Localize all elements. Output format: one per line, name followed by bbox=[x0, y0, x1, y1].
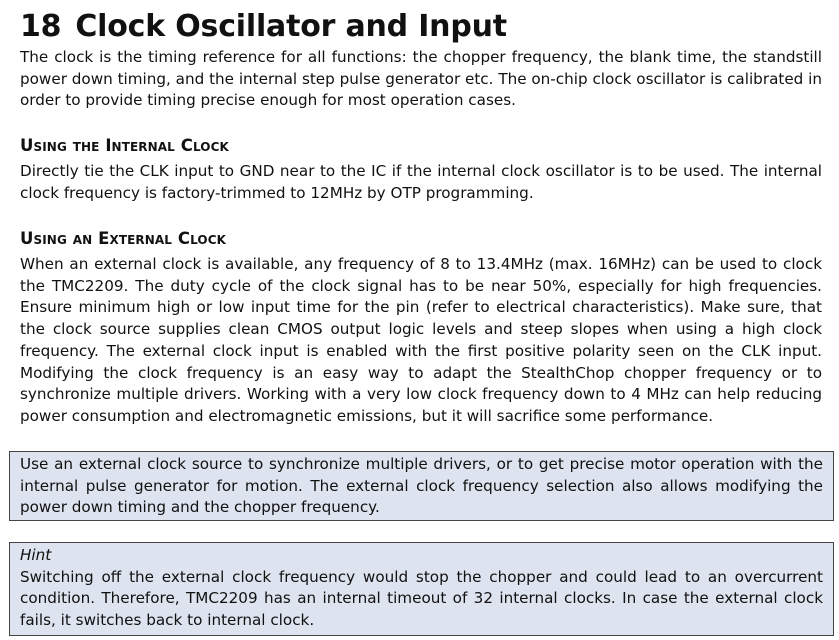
hint-box-text: Switching off the external clock frequency would stop the chopper and could lead to an overcurrent condition. Therefore, TMC2209 has an internal timeout of 32 internal clocks. In case the external clock fails, it switches back to internal clock. bbox=[20, 567, 823, 630]
hint-box bbox=[9, 542, 834, 636]
external-clock-paragraph: When an external clock is available, any frequency of 8 to 13.4MHz (max. 16MHz) can be used to clock the TMC2209. The duty cycle of the clock signal has to be near 50%, especially for high frequencies. Ensure minimum high or low input time for the pin (refer to electrical characteristics). Make sure, that the clock source supplies clean CMOS output logic levels and steep slopes when using a high clock frequency. The external clock input is enabled with the first positive polarity seen on the CLK input. Modifying the clock frequency is an easy way to adapt the StealthChop chopper frequency or to synchronize multiple drivers. Working with a very low clock frequency down to 4 MHz can help reducing power consumption and electromagnetic emissions, but it will sacrifice some performance. bbox=[20, 255, 822, 425]
note-box-text: Use an external clock source to synchronize multiple drivers, or to get precise motor operation with the internal pulse generator for motion. The external clock frequency selection also allows modifying the power down timing and the chopper frequency. bbox=[20, 455, 823, 517]
external-clock-block bbox=[20, 254, 822, 428]
internal-clock-paragraph: Directly tie the CLK input to GND near to the IC if the internal clock oscillator is to be used. The internal clock frequency is factory-trimmed to 12MHz by OTP programming. bbox=[20, 162, 822, 202]
internal-clock-block bbox=[20, 161, 822, 204]
section-heading bbox=[20, 8, 507, 46]
intro-paragraph: The clock is the timing reference for all functions: the chopper frequency, the blank time, the standstill power down timing, and the internal step pulse generator etc. The on-chip clock oscillator is calibrated in order to provide timing precise enough for most operation cases. bbox=[20, 48, 822, 110]
internal-clock-heading: Using the Internal Clock bbox=[20, 136, 229, 155]
note-box bbox=[9, 451, 834, 521]
section-number: 18 bbox=[20, 9, 62, 44]
hint-title: Hint bbox=[20, 546, 52, 564]
section-title: Clock Oscillator and Input bbox=[75, 9, 507, 44]
intro-paragraph-block bbox=[20, 47, 822, 112]
external-clock-heading: Using an External Clock bbox=[20, 229, 227, 248]
